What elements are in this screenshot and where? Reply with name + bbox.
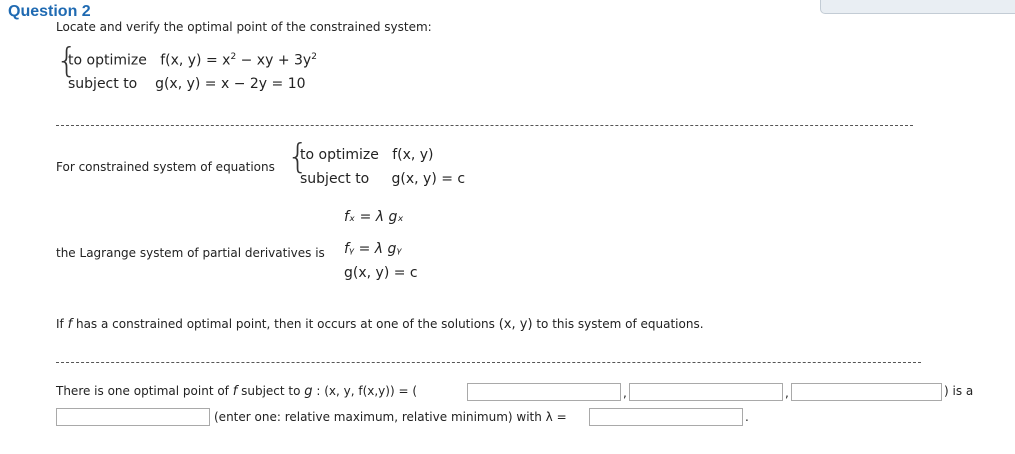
lagrange-eq-1: fₓ = λ gₓ [344,209,404,225]
f-value-answer-input[interactable] [791,383,942,401]
general-row-2: subject to g(x, y) = c [300,171,466,187]
y-answer-input[interactable] [629,383,783,401]
extremum-hint: (enter one: relative maximum, relative minimum) with λ = [214,410,567,424]
system-brace: { [56,41,78,81]
divider-2 [56,362,921,363]
lagrange-lead: the Lagrange system of partial derivatives is [56,246,325,260]
question-prompt: Locate and verify the optimal point of the constrained system: [56,20,432,34]
divider-1 [56,125,913,126]
general-lead: For constrained system of equations [56,160,275,174]
comma-1: , [623,386,627,400]
x-answer-input[interactable] [467,383,621,401]
answer-lead: There is one optimal point of f subject to g : (x, y, f(x,y)) = ( [56,384,418,399]
save-answer-button[interactable] [820,0,1015,14]
system-row-1: to optimize f(x, $y) = x^2$ − xy + $3y^2$ [68,52,317,69]
system-row-2: subject to g(x, y) = x − 2y = 10 [68,76,306,92]
solution-note: If f has a constrained optimal point, then it occurs at one of the solutions (x, y) to this system of equations. [56,317,704,332]
general-brace: { [287,137,309,177]
general-row-1: to optimize f(x, y) [300,147,434,163]
lagrange-eq-3: g(x, y) = c [344,265,418,281]
comma-2: , [785,386,789,400]
question-title: Question 2 [8,3,91,20]
extremum-type-input[interactable] [56,408,210,426]
lagrange-eq-2: fᵧ = λ gᵧ [344,241,402,257]
lambda-answer-input[interactable] [589,408,743,426]
final-period: . [745,410,749,424]
answer-close: ) is a [944,384,974,398]
